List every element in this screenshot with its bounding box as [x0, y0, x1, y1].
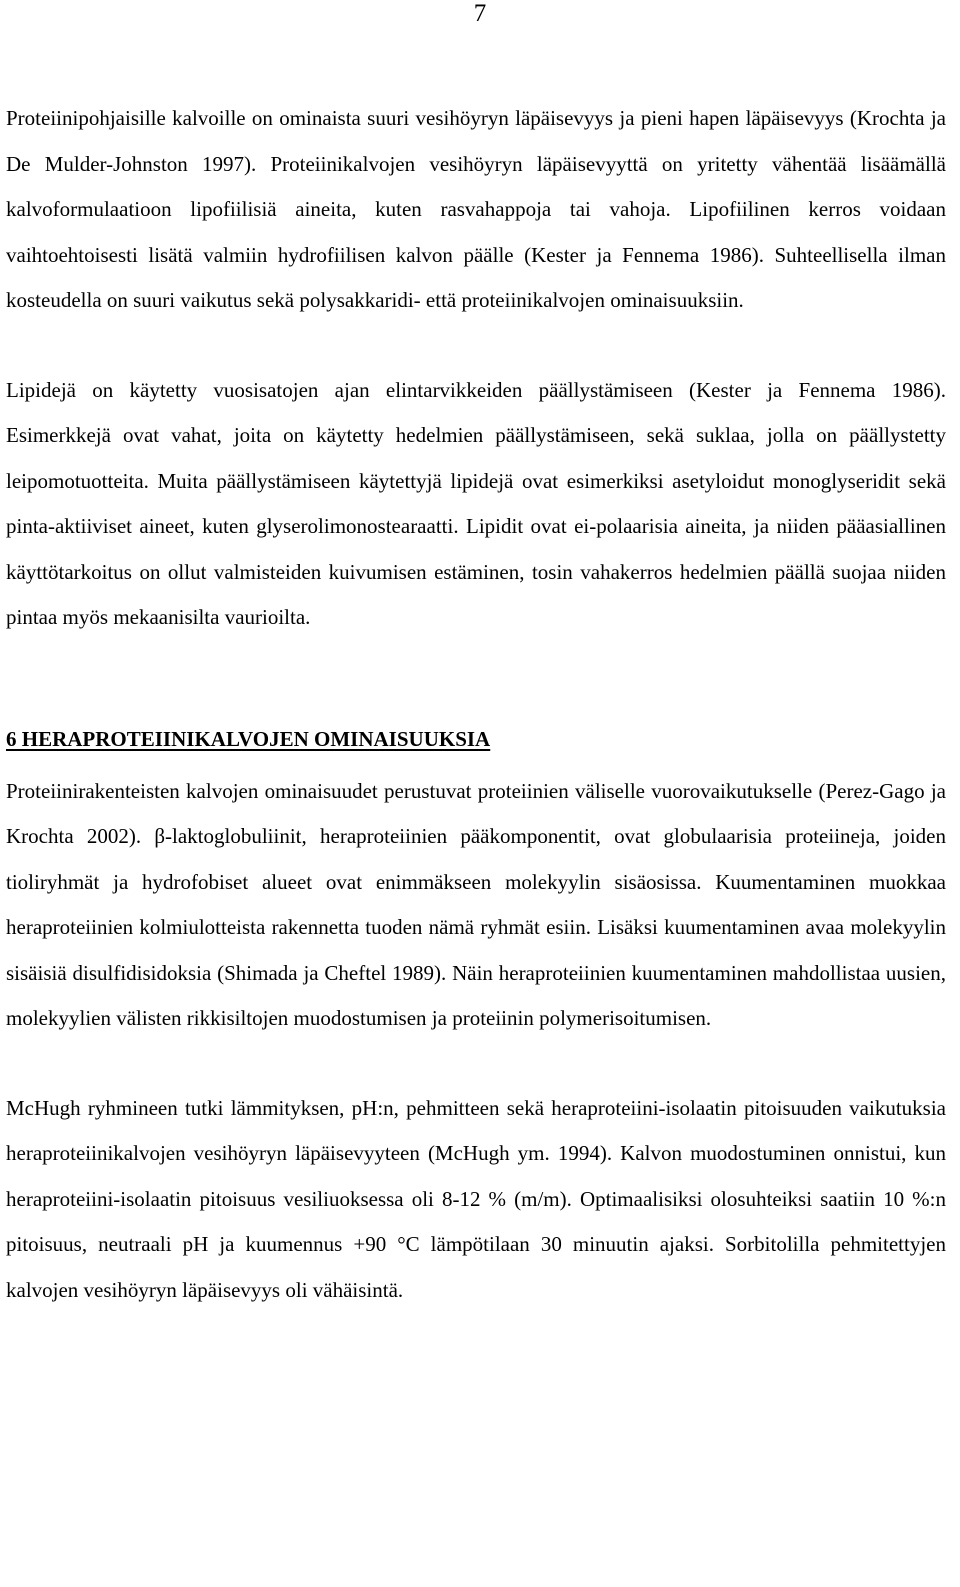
page-number: 7 — [473, 0, 487, 27]
paragraph-lipid-coatings: Lipidejä on käytetty vuosisatojen ajan elintarvikkeiden päällystämiseen (Kester ja Fennema 1986). Esimerkkejä ovat vahat, joita on käytetty hedelmien päällystämiseen, sekä suklaa, jolla on päällystetty leipomotuotteita. Muita päällystämiseen käytettyjä lipidejä ovat esimerkiksi asetyloidut monoglyseridit sekä pinta-aktiiviset aineet, kuten glyserolimonostearaatti. Lipidit ovat ei-polaarisia aineita, ja niiden pääasiallinen käyttötarkoitus on ollut valmisteiden kuivumisen estäminen, tosin vahakerros hedelmien päällä suojaa niiden pintaa myös mekaanisilta vaurioilta. — [6, 377, 946, 629]
paragraph-protein-films-permeability: Proteiinipohjaisille kalvoille on ominaista suuri vesihöyryn läpäisevyys ja pieni hapen läpäisevyys (Krochta ja De Mulder-Johnston 1997). Proteiinikalvojen vesihöyryn läpäisevyyttä on yritetty vähentää lisäämällä kalvoformulaatioon lipofiilisiä aineita, kuten rasvahappoja tai vahoja. Lipofiilinen kerros voidaan vaihtoehtoisesti lisätä valmiin hydrofiilisen kalvon päälle (Kester ja Fennema 1986). Suhteellisella ilman kosteudella on suuri vaikutus sekä polysakkaridi- että proteiinikalvojen ominaisuuksiin. — [6, 106, 946, 312]
document-body — [6, 96, 946, 1313]
paragraph-whey-protein-structure: Proteiinirakenteisten kalvojen ominaisuudet perustuvat proteiinien väliselle vuorovaikutukselle (Perez-Gago ja Krochta 2002). β-laktoglobuliinit, heraproteiinien pääkomponentit, ovat globulaarisia proteiineja, joiden tioliryhmät ja hydrofobiset alueet ovat enimmäkseen molekyylin sisäosissa. Kuumentaminen muokkaa heraproteiinien kolmiulotteista rakennetta tuoden nämä ryhmät esiin. Lisäksi kuumentaminen avaa molekyylin sisäisiä disulfidisidoksia (Shimada ja Cheftel 1989). Näin heraproteiinien kuumentaminen mahdollistaa uusien, molekyylien välisten rikkisiltojen muodostumisen ja proteiinin polymerisoitumisen. — [6, 778, 946, 1030]
paragraph-mchugh-study: McHugh ryhmineen tutki lämmityksen, pH:n, pehmitteen sekä heraproteiini-isolaatin pitoisuuden vaikutuksia heraproteiinikalvojen vesihöyryn läpäisevyyteen (McHugh ym. 1994). Kalvon muodostuminen onnistui, kun heraproteiini-isolaatin pitoisuus vesiliuoksessa oli 8-12 % (m/m). Optimaalisiksi olosuhteiksi saatiin 10 %:n pitoisuus, neutraali pH ja kuumennus +90 °C lämpötilaan 30 minuutin ajaksi. Sorbitolilla pehmitettyjen kalvojen vesihöyryn läpäisevyys oli vähäisintä. — [6, 1095, 946, 1302]
section-heading: 6 HERAPROTEIINIKALVOJEN OMINAISUUKSIA — [6, 726, 491, 751]
